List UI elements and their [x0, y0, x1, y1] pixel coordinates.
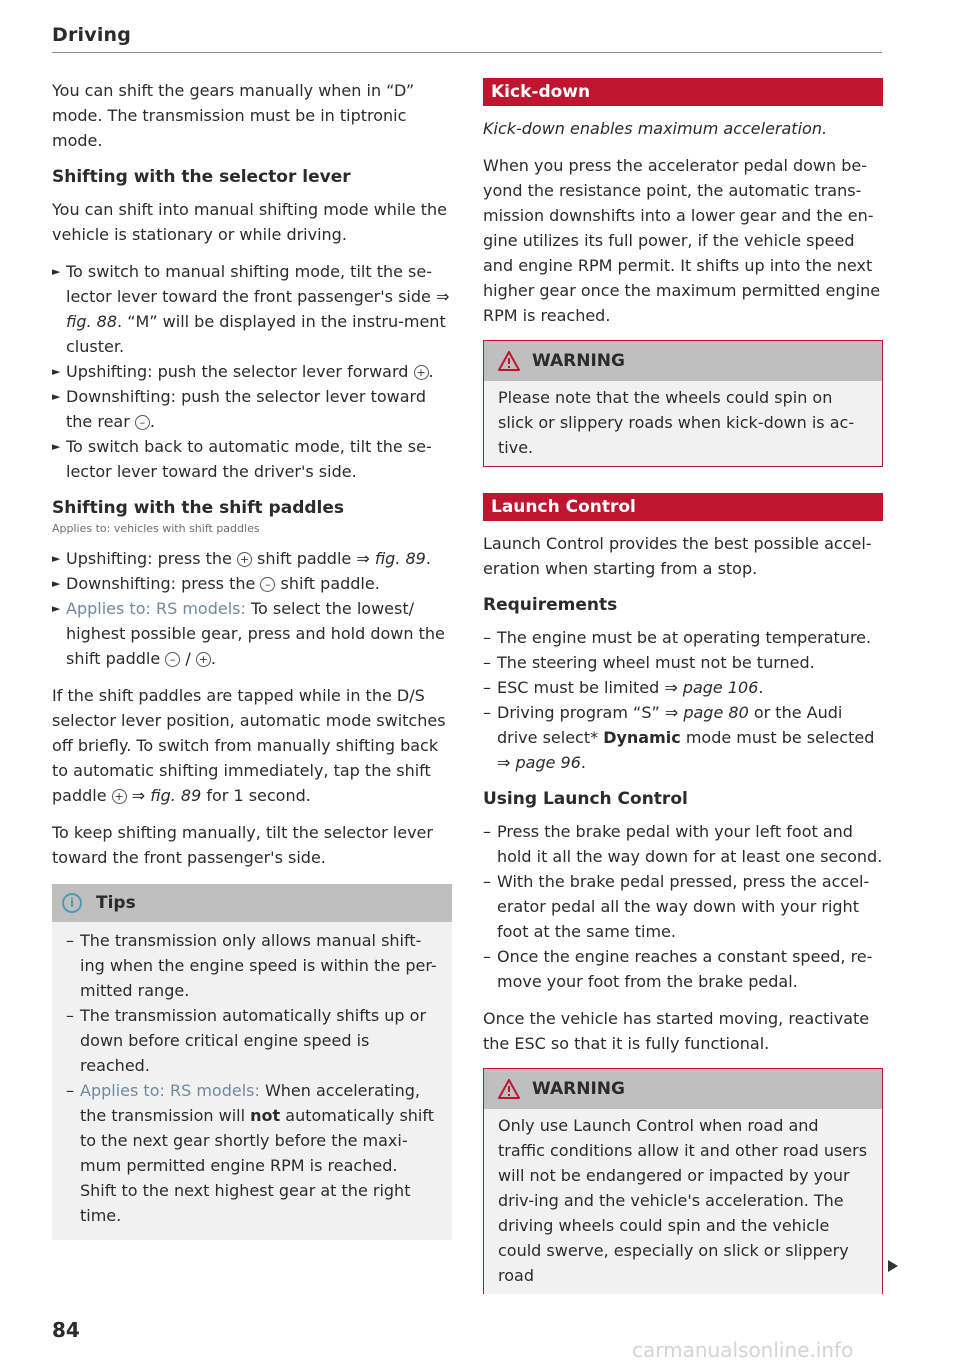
list-item: – The transmission only allows manual shift-ing when the engine speed is within the per-mitted range.: [66, 931, 437, 1000]
launch-control-title: Launch Control: [483, 493, 883, 521]
list-item: – The engine must be at operating temperature.: [483, 628, 872, 647]
warning-box: [483, 1068, 883, 1294]
watermark: carmanualsonline.info: [632, 1338, 854, 1362]
warning-header: [484, 341, 882, 381]
list-item: ► Upshifting: press the + shift paddle ⇒ fig. 89.: [52, 546, 452, 571]
plus-icon: +: [414, 365, 429, 380]
rs-models-note: Applies to: RS models:: [66, 599, 246, 618]
tips-title: Tips: [96, 892, 136, 913]
step-marker-icon: ►: [52, 552, 61, 565]
warning-text: Please note that the wheels could spin on slick or slippery roads when kick-down is ac-tive.: [484, 381, 882, 466]
info-icon: i: [62, 893, 82, 913]
minus-icon: –: [260, 577, 275, 592]
page-106-link[interactable]: ⇒ page 106: [664, 678, 759, 697]
list-item: – Applies to: RS models: When accelerating, the transmission will not automatically shift to the next gear shortly before the maxi-mum permitted engine RPM is reached. Shift to the next highest gear at the right time.: [66, 1081, 434, 1225]
fig-89-link[interactable]: ⇒ fig. 89: [131, 786, 202, 805]
warning-title: WARNING: [532, 350, 625, 371]
step-marker-icon: ►: [52, 365, 61, 378]
fig-88-link[interactable]: ⇒ fig. 88: [66, 287, 450, 331]
list-item: – The transmission automatically shifts up or down before critical engine speed is reached.: [66, 1006, 427, 1075]
list-item: ► Downshifting: push the selector lever toward the rear – .: [52, 384, 452, 434]
fig-89-link[interactable]: ⇒ fig. 89: [356, 549, 426, 568]
list-item: – The steering wheel must not be turned.: [483, 653, 815, 672]
list-item: – With the brake pedal pressed, press the accel-erator pedal all the way down with your right foot at the same time.: [483, 872, 870, 941]
tips-header: [52, 884, 452, 922]
warning-header: [484, 1069, 882, 1109]
left-column: [52, 78, 452, 1240]
shift-paddles-heading: Shifting with the shift paddles: [52, 498, 345, 518]
ds-paragraph: If the shift paddles are tapped while in the D/S selector lever position, automatic mode switches off briefly. To switch from manually shifting back to automatic shifting immediately, tap the shift paddle + ⇒ fig. 89 for 1 second.: [52, 686, 446, 805]
warning-box: [483, 340, 883, 467]
list-item: – ESC must be limited ⇒ page 106.: [483, 678, 764, 697]
list-item: – Driving program “S” ⇒ page 80 or the Audi drive select* Dynamic mode must be selected ⇒ page 96.: [483, 703, 875, 772]
list-item: ► Upshifting: push the selector lever forward + .: [52, 359, 452, 384]
list-item: ► To switch back to automatic mode, tilt the se-lector lever toward the driver's side.: [52, 434, 452, 484]
minus-icon: –: [165, 652, 180, 667]
step-marker-icon: ►: [52, 440, 61, 453]
warning-text: Only use Launch Control when road and traffic conditions allow it and other road users will not be endangered or impacted by your driv-ing and the vehicle's acceleration. The driving wheels could spin and the vehicle could swerve, especially on slick or slippery road: [484, 1109, 882, 1294]
plus-icon: +: [112, 789, 127, 804]
selector-lever-text: You can shift into manual shifting mode while the vehicle is stationary or while driving.: [52, 200, 448, 244]
tips-body: [52, 922, 452, 1240]
step-marker-icon: ►: [52, 577, 61, 590]
warning-title: WARNING: [532, 1078, 625, 1099]
paddle-steps-list: [52, 546, 452, 671]
page-number: 84: [52, 1318, 80, 1342]
list-item: ► To switch to manual shifting mode, tilt the se-lector lever toward the front passenger's side ⇒ fig. 88. “M” will be displayed in the instru-ment cluster.: [52, 259, 452, 359]
kick-down-lead: Kick-down enables maximum acceleration.: [483, 119, 828, 138]
list-item: ► Applies to: RS models: To select the lowest/ highest possible gear, press and hold down the shift paddle – / + .: [52, 596, 452, 671]
warning-triangle-icon: [498, 351, 520, 371]
requirements-list: [483, 625, 883, 775]
reactivate-esc-paragraph: Once the vehicle has started moving, reactivate the ESC so that it is fully functional.: [483, 1009, 870, 1053]
list-item: – Once the engine reaches a constant speed, re-move your foot from the brake pedal.: [483, 947, 873, 991]
step-marker-icon: ►: [52, 602, 61, 615]
requirements-heading: Requirements: [483, 595, 618, 615]
kick-down-text: When you press the accelerator pedal down be-yond the resistance point, the automatic trans-mission downshifts into a lower gear and the en-gine utilizes its full power, if the vehicle speed and engine RPM permit. It shifts up into the next higher gear once the maximum permitted engine RPM is reached.: [483, 156, 881, 325]
warning-triangle-icon: [498, 1079, 520, 1099]
intro-paragraph: You can shift the gears manually when in “D” mode. The transmission must be in tiptronic mode.: [52, 81, 415, 150]
list-item: – Press the brake pedal with your left foot and hold it all the way down for at least one second.: [483, 822, 883, 866]
minus-icon: –: [135, 415, 150, 430]
right-column: [483, 78, 883, 1306]
list-item: ► Downshifting: press the – shift paddle.: [52, 571, 452, 596]
page-96-link[interactable]: ⇒ page 96: [497, 753, 581, 772]
step-marker-icon: ►: [52, 265, 61, 278]
selector-steps-list: [52, 259, 452, 484]
paddles-applies-note: Applies to: vehicles with shift paddles: [52, 522, 260, 535]
continue-arrow-icon: [888, 1260, 898, 1272]
page-80-link[interactable]: ⇒ page 80: [664, 703, 749, 722]
using-steps-list: [483, 819, 883, 994]
plus-icon: +: [196, 652, 211, 667]
selector-lever-heading: Shifting with the selector lever: [52, 167, 351, 187]
using-launch-control-heading: Using Launch Control: [483, 789, 688, 809]
header-divider: [52, 52, 882, 53]
tips-box: [52, 884, 452, 1240]
plus-icon: +: [237, 552, 252, 567]
rs-models-note: Applies to: RS models:: [80, 1081, 260, 1100]
step-marker-icon: ►: [52, 390, 61, 403]
launch-control-text: Launch Control provides the best possible accel-eration when starting from a stop.: [483, 534, 872, 578]
section-title: Driving: [52, 24, 132, 46]
keep-manual-paragraph: To keep shifting manually, tilt the selector lever toward the front passenger's side.: [52, 823, 433, 867]
kick-down-title: Kick-down: [483, 78, 883, 106]
